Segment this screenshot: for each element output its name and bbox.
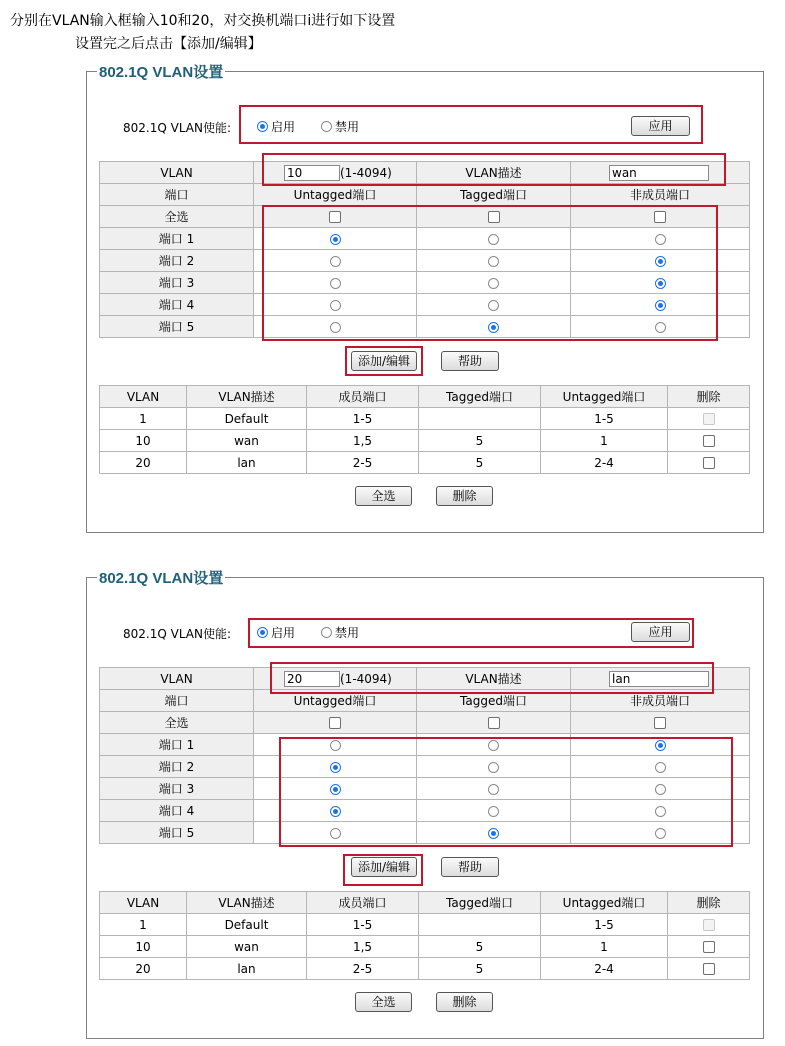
- port-untagged-radio[interactable]: [330, 234, 341, 245]
- list-column-header: 删除: [668, 892, 750, 914]
- vlan-list-row: [100, 452, 750, 474]
- column-header: 端口: [100, 184, 254, 206]
- vlan-list-desc: Default: [187, 914, 307, 936]
- delete-cell: [668, 452, 750, 474]
- delete-cell: [668, 936, 750, 958]
- port-mode-cell: [417, 250, 571, 272]
- vlan-list-row: [100, 914, 750, 936]
- enable-on-option[interactable]: [257, 624, 295, 641]
- port-mode-cell: [254, 756, 417, 778]
- select-all-label: 全选: [100, 712, 254, 734]
- vlan-list-members: 1-5: [307, 914, 419, 936]
- vlan-settings-panel: [86, 64, 764, 533]
- select-all-untagged-checkbox[interactable]: [329, 717, 341, 729]
- port-nonmember-radio[interactable]: [655, 234, 666, 245]
- enable-on-radio[interactable]: [257, 627, 268, 638]
- vlan-list-tagged: [419, 408, 541, 430]
- delete-checkbox[interactable]: [703, 963, 715, 975]
- port-mode-cell: [254, 822, 417, 844]
- port-mode-cell: [254, 734, 417, 756]
- port-mode-cell: [571, 250, 750, 272]
- enable-off-option[interactable]: [321, 624, 359, 641]
- vlan-list-vlan: 20: [100, 452, 187, 474]
- port-tagged-radio[interactable]: [488, 762, 499, 773]
- port-mode-cell: [571, 778, 750, 800]
- select-all-cell: [254, 712, 417, 734]
- vlan-config-table: [99, 667, 750, 844]
- vlan-list-tagged: 5: [419, 430, 541, 452]
- port-untagged-radio[interactable]: [330, 762, 341, 773]
- column-header: Tagged端口: [417, 184, 571, 206]
- port-tagged-radio[interactable]: [488, 322, 499, 333]
- enable-off-label: 禁用: [335, 626, 360, 640]
- column-header: Tagged端口: [417, 690, 571, 712]
- port-tagged-radio[interactable]: [488, 784, 499, 795]
- delete-checkbox[interactable]: [703, 435, 715, 447]
- list-column-header: VLAN描述: [187, 386, 307, 408]
- vlan-list-vlan: 10: [100, 936, 187, 958]
- port-row: [100, 734, 750, 756]
- list-column-header: VLAN: [100, 892, 187, 914]
- port-mode-cell: [417, 316, 571, 338]
- port-mode-cell: [254, 800, 417, 822]
- vlan-enable-label: 802.1Q VLAN使能:: [123, 121, 232, 135]
- port-mode-cell: [571, 316, 750, 338]
- port-tagged-radio[interactable]: [488, 806, 499, 817]
- help-button[interactable]: 帮助: [441, 857, 499, 877]
- vlan-range-hint: (1-4094): [340, 165, 392, 180]
- vlan-desc-label: VLAN描述: [417, 668, 571, 690]
- vlan-enable-label: 802.1Q VLAN使能:: [123, 627, 232, 641]
- port-name: 端口 3: [100, 778, 254, 800]
- port-name: 端口 1: [100, 228, 254, 250]
- port-name: 端口 2: [100, 250, 254, 272]
- vlan-list-vlan: 10: [100, 430, 187, 452]
- enable-on-option[interactable]: [257, 118, 295, 135]
- select-all-cell: [571, 206, 750, 228]
- vlan-desc-input[interactable]: lan: [609, 671, 709, 687]
- port-mode-cell: [571, 734, 750, 756]
- port-name: 端口 1: [100, 734, 254, 756]
- port-name: 端口 2: [100, 756, 254, 778]
- panel-legend: 802.1Q VLAN设置: [97, 61, 225, 82]
- vlan-config-table: [99, 161, 750, 338]
- instruction-line-1: 分别在VLAN输入框输入10和20，对交换机端口i进行如下设置: [10, 13, 396, 29]
- port-row: [100, 316, 750, 338]
- vlan-list-desc: Default: [187, 408, 307, 430]
- port-row: [100, 228, 750, 250]
- port-row: [100, 294, 750, 316]
- port-row: [100, 272, 750, 294]
- port-row: [100, 778, 750, 800]
- vlan-id-input[interactable]: 10: [284, 165, 340, 181]
- list-column-header: Tagged端口: [419, 386, 541, 408]
- port-untagged-radio[interactable]: [330, 740, 341, 751]
- enable-on-label: 启用: [271, 626, 296, 640]
- port-name: 端口 4: [100, 294, 254, 316]
- vlan-label: VLAN: [100, 162, 254, 184]
- list-column-header: 成员端口: [307, 892, 419, 914]
- port-mode-cell: [254, 316, 417, 338]
- enable-off-label: 禁用: [335, 120, 360, 134]
- apply-button[interactable]: 应用: [631, 622, 690, 642]
- add-edit-button[interactable]: 添加/编辑: [351, 857, 417, 877]
- port-untagged-radio[interactable]: [330, 322, 341, 333]
- port-row: [100, 822, 750, 844]
- port-mode-cell: [254, 294, 417, 316]
- port-name: 端口 5: [100, 822, 254, 844]
- port-nonmember-radio[interactable]: [655, 256, 666, 267]
- port-mode-cell: [571, 822, 750, 844]
- select-all-button[interactable]: 全选: [355, 992, 412, 1012]
- vlan-list-row: [100, 408, 750, 430]
- port-untagged-radio[interactable]: [330, 828, 341, 839]
- vlan-desc-label: VLAN描述: [417, 162, 571, 184]
- apply-button[interactable]: 应用: [631, 116, 690, 136]
- vlan-range-hint: (1-4094): [340, 671, 392, 686]
- enable-off-radio[interactable]: [321, 121, 332, 132]
- vlan-list-untagged: 1-5: [541, 408, 668, 430]
- column-header: Untagged端口: [254, 184, 417, 206]
- delete-button[interactable]: 删除: [436, 486, 493, 506]
- vlan-list-row: [100, 936, 750, 958]
- vlan-list-untagged: 2-4: [541, 452, 668, 474]
- port-nonmember-radio[interactable]: [655, 828, 666, 839]
- port-tagged-radio[interactable]: [488, 256, 499, 267]
- vlan-list-row: [100, 958, 750, 980]
- select-all-row: [100, 712, 750, 734]
- list-column-header: VLAN描述: [187, 892, 307, 914]
- port-header-row: [100, 184, 750, 206]
- port-mode-cell: [571, 800, 750, 822]
- select-all-nonmember-checkbox[interactable]: [654, 717, 666, 729]
- port-mode-cell: [417, 272, 571, 294]
- port-nonmember-radio[interactable]: [655, 740, 666, 751]
- port-mode-cell: [254, 250, 417, 272]
- port-mode-cell: [571, 294, 750, 316]
- vlan-list-desc: wan: [187, 430, 307, 452]
- delete-cell: [668, 430, 750, 452]
- select-all-cell: [571, 712, 750, 734]
- port-mode-cell: [571, 756, 750, 778]
- vlan-list-vlan: 1: [100, 914, 187, 936]
- select-all-tagged-checkbox[interactable]: [488, 211, 500, 223]
- delete-checkbox[interactable]: [703, 457, 715, 469]
- port-header-row: [100, 690, 750, 712]
- column-header: 非成员端口: [571, 184, 750, 206]
- delete-checkbox[interactable]: [703, 941, 715, 953]
- vlan-list-row: [100, 430, 750, 452]
- vlan-list-members: 2-5: [307, 452, 419, 474]
- select-all-cell: [417, 712, 571, 734]
- port-row: [100, 756, 750, 778]
- port-row: [100, 250, 750, 272]
- select-all-nonmember-checkbox[interactable]: [654, 211, 666, 223]
- column-header: Untagged端口: [254, 690, 417, 712]
- vlan-list-desc: wan: [187, 936, 307, 958]
- port-mode-cell: [417, 228, 571, 250]
- port-row: [100, 800, 750, 822]
- select-all-button[interactable]: 全选: [355, 486, 412, 506]
- vlan-list-members: 1-5: [307, 408, 419, 430]
- delete-checkbox: [703, 413, 715, 425]
- vlan-list-members: 2-5: [307, 958, 419, 980]
- port-nonmember-radio[interactable]: [655, 278, 666, 289]
- help-button[interactable]: 帮助: [441, 351, 499, 371]
- vlan-list-untagged: 1-5: [541, 914, 668, 936]
- vlan-desc-cell: [571, 162, 750, 184]
- delete-button[interactable]: 删除: [436, 992, 493, 1012]
- highlight-enable-row: [248, 618, 694, 648]
- port-untagged-radio[interactable]: [330, 256, 341, 267]
- port-tagged-radio[interactable]: [488, 278, 499, 289]
- port-untagged-radio[interactable]: [330, 300, 341, 311]
- vlan-list-table: [99, 891, 750, 980]
- column-header: 端口: [100, 690, 254, 712]
- delete-cell: [668, 408, 750, 430]
- enable-off-option[interactable]: [321, 118, 359, 135]
- select-all-row: [100, 206, 750, 228]
- port-mode-cell: [417, 756, 571, 778]
- port-mode-cell: [254, 272, 417, 294]
- instruction-line-2: 设置完之后点击【添加/编辑】: [75, 36, 262, 52]
- list-column-header: Untagged端口: [541, 892, 668, 914]
- vlan-desc-input[interactable]: wan: [609, 165, 709, 181]
- column-header: 非成员端口: [571, 690, 750, 712]
- port-nonmember-radio[interactable]: [655, 322, 666, 333]
- vlan-id-row: [100, 668, 750, 690]
- vlan-list-table: [99, 385, 750, 474]
- port-nonmember-radio[interactable]: [655, 762, 666, 773]
- port-mode-cell: [417, 734, 571, 756]
- vlan-list-desc: lan: [187, 958, 307, 980]
- port-mode-cell: [417, 294, 571, 316]
- port-mode-cell: [571, 228, 750, 250]
- port-mode-cell: [571, 272, 750, 294]
- vlan-label: VLAN: [100, 668, 254, 690]
- vlan-id-cell: [254, 162, 417, 184]
- port-nonmember-radio[interactable]: [655, 784, 666, 795]
- vlan-list-untagged: 1: [541, 430, 668, 452]
- list-column-header: Tagged端口: [419, 892, 541, 914]
- vlan-list-vlan: 1: [100, 408, 187, 430]
- vlan-list-members: 1,5: [307, 936, 419, 958]
- vlan-list-tagged: 5: [419, 452, 541, 474]
- port-name: 端口 5: [100, 316, 254, 338]
- port-mode-cell: [417, 800, 571, 822]
- port-name: 端口 4: [100, 800, 254, 822]
- enable-off-radio[interactable]: [321, 627, 332, 638]
- list-column-header: Untagged端口: [541, 386, 668, 408]
- vlan-list-header: [100, 892, 750, 914]
- enable-on-label: 启用: [271, 120, 296, 134]
- port-untagged-radio[interactable]: [330, 806, 341, 817]
- enable-on-radio[interactable]: [257, 121, 268, 132]
- list-column-header: 成员端口: [307, 386, 419, 408]
- select-all-cell: [417, 206, 571, 228]
- panel-legend: 802.1Q VLAN设置: [97, 567, 225, 588]
- vlan-list-tagged: 5: [419, 936, 541, 958]
- delete-cell: [668, 914, 750, 936]
- port-untagged-radio[interactable]: [330, 278, 341, 289]
- port-name: 端口 3: [100, 272, 254, 294]
- vlan-list-untagged: 1: [541, 936, 668, 958]
- port-tagged-radio[interactable]: [488, 740, 499, 751]
- select-all-label: 全选: [100, 206, 254, 228]
- vlan-list-tagged: [419, 914, 541, 936]
- port-nonmember-radio[interactable]: [655, 806, 666, 817]
- vlan-id-cell: [254, 668, 417, 690]
- list-column-header: 删除: [668, 386, 750, 408]
- list-column-header: VLAN: [100, 386, 187, 408]
- vlan-list-vlan: 20: [100, 958, 187, 980]
- port-nonmember-radio[interactable]: [655, 300, 666, 311]
- vlan-id-row: [100, 162, 750, 184]
- vlan-list-untagged: 2-4: [541, 958, 668, 980]
- port-mode-cell: [254, 228, 417, 250]
- delete-checkbox: [703, 919, 715, 931]
- vlan-desc-cell: [571, 668, 750, 690]
- port-tagged-radio[interactable]: [488, 234, 499, 245]
- vlan-list-members: 1,5: [307, 430, 419, 452]
- vlan-id-input[interactable]: 20: [284, 671, 340, 687]
- select-all-cell: [254, 206, 417, 228]
- port-untagged-radio[interactable]: [330, 784, 341, 795]
- add-edit-button[interactable]: 添加/编辑: [351, 351, 417, 371]
- vlan-list-desc: lan: [187, 452, 307, 474]
- select-all-untagged-checkbox[interactable]: [329, 211, 341, 223]
- vlan-list-tagged: 5: [419, 958, 541, 980]
- delete-cell: [668, 958, 750, 980]
- port-tagged-radio[interactable]: [488, 828, 499, 839]
- port-tagged-radio[interactable]: [488, 300, 499, 311]
- port-mode-cell: [254, 778, 417, 800]
- port-mode-cell: [417, 822, 571, 844]
- port-mode-cell: [417, 778, 571, 800]
- vlan-list-header: [100, 386, 750, 408]
- select-all-tagged-checkbox[interactable]: [488, 717, 500, 729]
- vlan-settings-panel: [86, 570, 764, 1039]
